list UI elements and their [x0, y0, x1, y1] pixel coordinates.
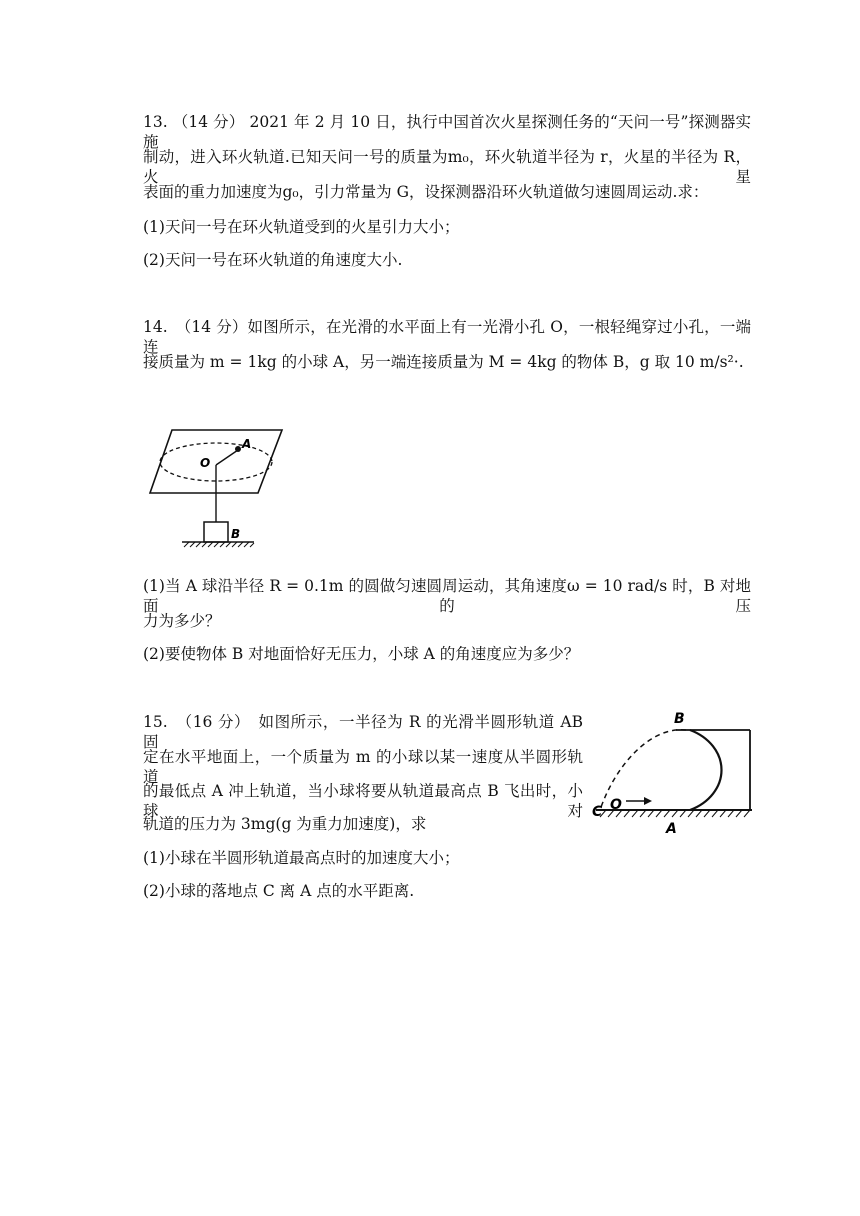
q13-subquestion-1: (1)天问一号在环火轨道受到的火星引力大小； [143, 218, 460, 236]
q13-line-2: 制动，进入环火轨道.已知天问一号的质量为m₀，环火轨道半径为 r，火星的半径为 R，火星 [143, 148, 751, 186]
label-o: O [200, 456, 211, 470]
q15-line-4: 轨道的压力为 3mg(g 为重力加速度)，求 [143, 815, 427, 833]
q15-figure-semicircle-track [590, 706, 760, 841]
ground-hatch [600, 810, 750, 817]
q15-line-2: 定在水平地面上，一个质量为 m 的小球以某一速度从半圆形轨道 [143, 748, 583, 786]
q15-subquestion-2: (2)小球的落地点 C 离 A 点的水平距离. [143, 882, 415, 900]
q14-figure-horizontal-plane [140, 420, 290, 555]
q14-subquestion-1-line-2: 力为多少？ [143, 612, 221, 630]
semicircle-track [690, 730, 722, 810]
label-b: B [231, 527, 241, 541]
q14-line-1: 14. （14 分）如图所示，在光滑的水平面上有一光滑小孔 O，一根轻绳穿过小孔，一端连 [143, 318, 751, 356]
label-c: C [592, 804, 603, 820]
q13-line-1: 13. （14 分） 2021 年 2 月 10 日，执行中国首次火星探测任务的“天问一号”探测器实施 [143, 113, 751, 151]
q14-subquestion-2: (2)要使物体 B 对地面恰好无压力，小球 A 的角速度应为多少？ [143, 645, 580, 663]
q14-line-2: 接质量为 m = 1kg 的小球 A，另一端连接质量为 M = 4kg 的物体 B，g 取 10 m/s²·. [143, 353, 744, 371]
q13-subquestion-2: (2)天问一号在环火轨道的角速度大小. [143, 251, 403, 269]
q15-subquestion-1: (1)小球在半圆形轨道最高点时的加速度大小； [143, 849, 460, 867]
label-a: A [666, 821, 677, 837]
label-ball: O [610, 797, 622, 813]
q15-line-1: 15. （16 分） 如图所示，一半径为 R 的光滑半圆形轨道 AB 固 [143, 713, 583, 751]
velocity-arrowhead [644, 797, 652, 805]
q14-subquestion-1-line-1: (1)当 A 球沿半径 R = 0.1m 的圆做匀速圆周运动，其角速度ω = 10 rad/s 时，B 对地面的压 [143, 577, 751, 615]
ball-a [235, 446, 241, 452]
block-b [204, 522, 228, 542]
label-b: B [674, 711, 685, 727]
string-oa [216, 450, 238, 465]
label-a: A [242, 437, 252, 451]
q13-line-3: 表面的重力加速度为g₀，引力常量为 G，设探测器沿环火轨道做匀速圆周运动.求： [143, 183, 709, 201]
q15-line-3: 的最低点 A 冲上轨道，当小球将要从轨道最高点 B 飞出时，小球对 [143, 782, 583, 820]
